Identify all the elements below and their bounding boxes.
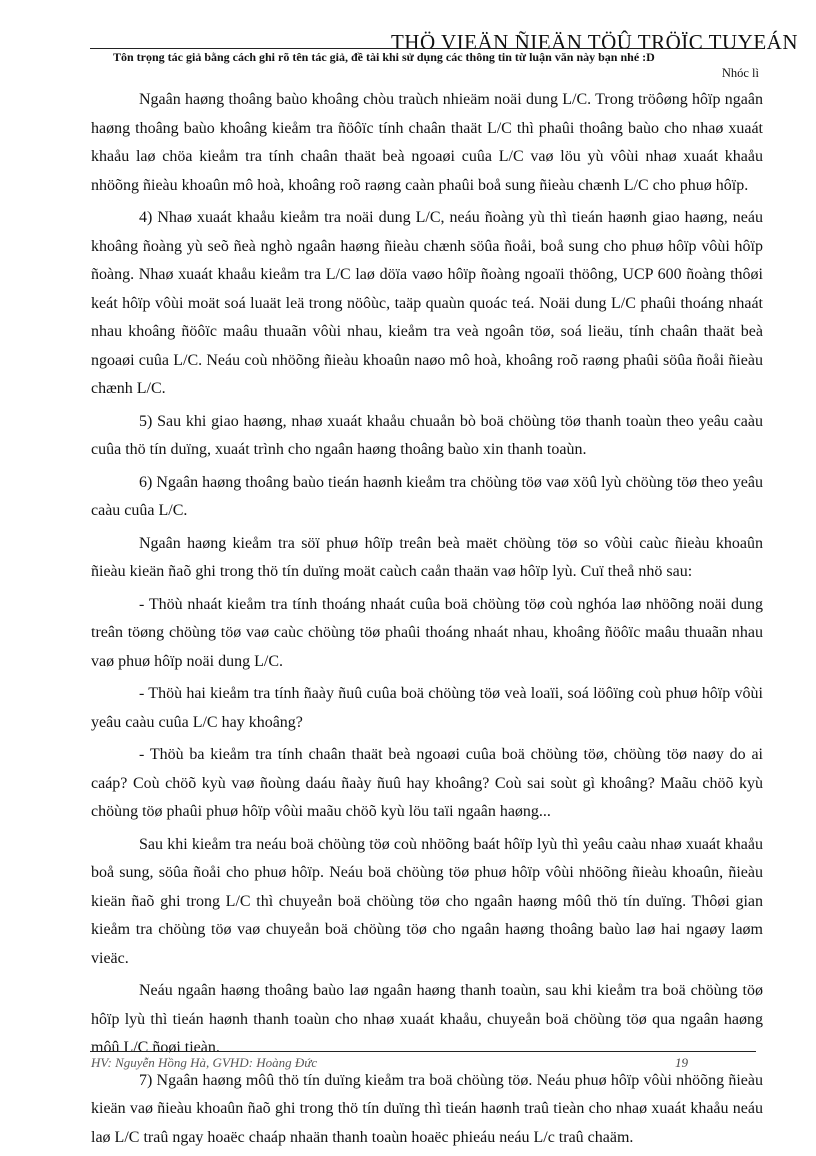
uploader-signoff: Nhóc lì	[721, 66, 759, 80]
paragraph: Ngaân haøng kieåm tra söï phuø hôïp treân beà maët chöùng töø so vôùi caùc ñieàu khoaûn ñieàu kieän ñaõ ghi trong thö tín duïng moät caùch caån thaän vaø hôïp lyù. Cuï theå nhö sau:	[91, 534, 763, 580]
paragraph: 4) Nhaø xuaát khaåu kieåm tra noäi dung L/C, neáu ñoàng yù thì tieán haønh giao haøng, neáu khoâng ñoàng yù seõ ñeà nghò ngaân haøng ñieàu chænh söûa ñoåi, boå sung cho phuø hôïp vôùi hôïp ñoàng. Nhaø xuaát khaåu kieåm tra L/C laø döïa vaøo hôïp ñoàng ngoaïi thöông, UCP 600 ñoàng thôøi keát hôïp vôùi moät soá luaät leä trong nöôùc, taäp quaùn quoác teá. Noäi dung L/C phaûi thoáng nhaát nhau khoâng ñöôïc maâu thuaãn vôùi nhau, kieåm tra veà ngoân töø, soá lieäu, tính chaân thaät beà ngoaøi cuûa L/C. Neáu coù nhöõng ñieàu khoaûn naøo mô hoà, khoâng roõ raøng phaûi söûa ñoåi ñieàu chænh L/C.	[91, 209, 763, 397]
paragraph: - Thöù nhaát kieåm tra tính thoáng nhaát cuûa boä chöùng töø coù nghóa laø nhöõng noäi dung treân töøng chöùng töø vaø caùc chöùng töø phaûi thoáng nhaát nhau, khoâng ñöôïc maâu thuaãn nhau vaø phuø hôïp noäi dung L/C.	[91, 595, 763, 670]
paragraph: 7) Ngaân haøng môû thö tín duïng kieåm tra boä chöùng töø. Neáu phuø hôïp vôùi nhöõng ñieàu kieän vaø ñieàu khoaûn ñaõ ghi trong thö tín duïng thì tieán haønh traû tieàn cho nhaø xuaát khaåu neáu laø L/C traû ngay hoaëc chaáp nhaän thanh toaùn hoaëc phieáu neáu L/c traû chaäm.	[91, 1071, 763, 1146]
footer-author: HV: Nguyễn Hồng Hà, GVHD: Hoàng Đức	[91, 1055, 318, 1070]
page-number: 19	[675, 1055, 688, 1070]
paragraph: Neáu ngaân haøng thoâng baùo laø ngaân haøng thanh toaùn, sau khi kieåm tra boä chöùng töø hôïp lyù thì tieán haønh thanh toaùn cho nhaø xuaát khaåu, chuyeån boä chöùng töø qua ngaân haøng môû L/C ñoøi tieàn.	[91, 982, 763, 1056]
paragraph: - Thöù ba kieåm tra tính chaân thaät beà ngoaøi cuûa boä chöùng töø, chöùng töø naøy do ai caáp? Coù chöõ kyù vaø ñoùng daáu ñaày ñuû hay khoâng? Coù sai soùt gì khoâng? Maãu chöõ kyù chöùng töø phaûi phuø hôïp vôùi maãu chöõ kyù löu taïi ngaân haøng...	[91, 746, 763, 820]
header-divider	[90, 48, 758, 49]
paragraph: 5) Sau khi giao haøng, nhaø xuaát khaåu chuaån bò boä chöùng töø thanh toaùn theo yeâu caàu cuûa thö tín duïng, xuaát trình cho ngaân haøng thoâng baùo xin thanh toaùn.	[91, 412, 763, 458]
footer-divider	[90, 1051, 756, 1052]
paragraph: 6) Ngaân haøng thoâng baùo tieán haønh kieåm tra chöùng töø vaø xöû lyù chöùng töø theo yeâu caàu cuûa L/C.	[91, 473, 763, 519]
document-body	[91, 86, 763, 1156]
library-header-title: THÖ VIEÄN ÑIEÄN TÖÛ TRÖÏC TUYEÁN	[390, 30, 798, 54]
citation-notice: Tôn trọng tác giả bằng cách ghi rõ tên tác giả, đề tài khi sử dụng các thông tin từ luận văn này bạn nhé :D	[113, 50, 655, 64]
paragraph: Ngaân haøng thoâng baùo khoâng chòu traùch nhieäm noäi dung L/C. Trong tröôøng hôïp ngaân haøng thoâng baùo khoâng kieåm tra ñöôïc tính chaân thaät L/C thì phaûi thoâng baùo cho nhaø xuaát khaåu laø chöa kieåm tra tính chaân thaät beà ngoaøi cuûa L/C vaø löu yù vôùi nhaø xuaát khaåu nhöõng ñieàu khoaûn mô hoà, khoâng roõ raøng caàn phaûi boå sung ñieàu chænh L/C cho phuø hôïp.	[91, 91, 763, 194]
paragraph: Sau khi kieåm tra neáu boä chöùng töø coù nhöõng baát hôïp lyù thì yeâu caàu nhaø xuaát khaåu boå sung, söûa ñoåi cho phuø hôïp. Neáu boä chöùng töø phuø hôïp vôùi nhöõng ñieàu khoaûn, ñieàu kieän ñaõ ghi trong L/C thì chuyeån boä chöùng töø cho ngaân haøng môû thö tín duïng. Thôøi gian kieåm tra chöùng töø vaø chuyeån boä chöùng töø cho ngaân haøng thoâng baùo laø hai ngaøy laøm vieäc.	[91, 835, 763, 967]
paragraph: - Thöù hai kieåm tra tính ñaày ñuû cuûa boä chöùng töø veà loaïi, soá löôïng coù phuø hôïp vôùi yeâu caàu cuûa L/C hay khoâng?	[91, 685, 763, 731]
